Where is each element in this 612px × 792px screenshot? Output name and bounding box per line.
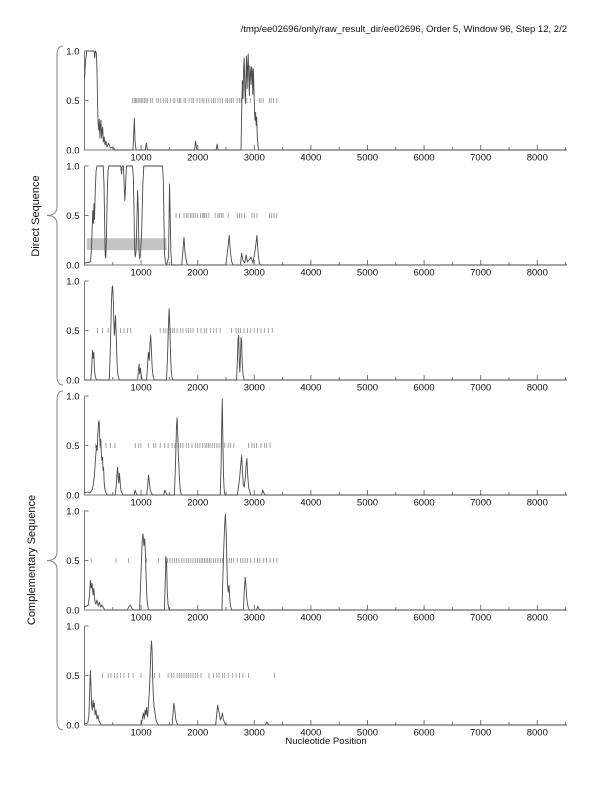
y-tick-label: 0.0 — [66, 490, 80, 502]
complementary-sequence-brace — [47, 391, 63, 730]
x-tick-label: 7000 — [470, 152, 492, 164]
x-tick-label: 2000 — [187, 267, 209, 279]
y-tick-label: 0.0 — [66, 375, 80, 387]
x-tick-label: 3000 — [243, 727, 265, 739]
x-tick-label: 6000 — [413, 497, 435, 509]
y-tick-label: 1.0 — [66, 391, 80, 403]
x-tick-label: 5000 — [356, 497, 379, 509]
x-tick-label: 4000 — [300, 727, 322, 739]
y-tick-label: 0.5 — [66, 556, 80, 567]
x-tick-label: 8000 — [526, 382, 548, 394]
x-tick-label: 2000 — [187, 152, 209, 164]
panel-axes — [85, 281, 567, 380]
x-tick-label: 1000 — [130, 382, 152, 394]
x-tick-label: 8000 — [526, 497, 548, 509]
panel-axes — [85, 626, 567, 725]
direct-sequence-brace — [47, 46, 63, 385]
panel-direct-frame-2 — [66, 162, 566, 279]
x-tick-label: 8000 — [526, 727, 548, 739]
x-tick-label: 3000 — [243, 267, 265, 279]
x-tick-label: 5000 — [356, 727, 379, 739]
y-tick-label: 1.0 — [66, 276, 80, 288]
panel-axes — [85, 511, 567, 610]
x-tick-label: 4000 — [300, 612, 322, 624]
y-tick-label: 0.5 — [66, 671, 80, 682]
panel-axes — [85, 396, 567, 495]
x-tick-label: 4000 — [300, 382, 322, 394]
x-tick-label: 3000 — [243, 152, 265, 164]
direct-sequence-label: Direct Sequence — [30, 175, 42, 257]
panel-complementary-frame-3 — [66, 622, 566, 739]
panel-direct-frame-3 — [66, 277, 566, 394]
y-tick-label: 1.0 — [66, 621, 80, 633]
y-tick-label: 0.5 — [66, 326, 80, 337]
x-tick-label: 2000 — [187, 382, 209, 394]
y-tick-label: 1.0 — [66, 46, 80, 58]
y-tick-label: 0.0 — [66, 720, 80, 732]
x-tick-label: 1000 — [130, 497, 152, 509]
y-tick-label: 0.0 — [66, 260, 80, 272]
x-tick-label: 7000 — [470, 727, 492, 739]
x-tick-label: 1000 — [130, 267, 152, 279]
x-tick-label: 7000 — [470, 267, 492, 279]
x-tick-label: 5000 — [356, 267, 379, 279]
x-tick-label: 6000 — [413, 152, 435, 164]
x-tick-label: 2000 — [187, 727, 209, 739]
x-tick-label: 8000 — [526, 612, 548, 624]
x-tick-label: 5000 — [356, 382, 379, 394]
x-tick-label: 6000 — [413, 267, 435, 279]
x-tick-label: 1000 — [130, 612, 152, 624]
panel-complementary-frame-2 — [66, 507, 566, 624]
x-tick-label: 2000 — [187, 497, 209, 509]
coding-potential-curve — [85, 641, 567, 725]
x-tick-label: 8000 — [526, 152, 548, 164]
y-tick-label: 0.5 — [66, 96, 80, 107]
y-tick-label: 1.0 — [66, 161, 80, 173]
x-tick-label: 2000 — [187, 612, 209, 624]
x-tick-label: 6000 — [413, 612, 435, 624]
x-tick-label: 1000 — [130, 152, 152, 164]
x-tick-label: 3000 — [243, 497, 265, 509]
coding-potential-curve — [85, 286, 567, 380]
y-tick-label: 0.5 — [66, 211, 80, 222]
x-tick-label: 4000 — [300, 497, 322, 509]
y-tick-label: 0.0 — [66, 605, 80, 617]
x-tick-label: 3000 — [243, 612, 265, 624]
x-tick-label: 6000 — [413, 382, 435, 394]
x-tick-label: 4000 — [300, 267, 322, 279]
x-axis-title: Nucleotide Position — [285, 736, 367, 747]
coding-potential-curve — [85, 399, 567, 495]
x-tick-label: 7000 — [470, 612, 492, 624]
coding-potential-curve — [85, 514, 567, 610]
plot-title: /tmp/ee02696/only/raw_result_dir/ee02696, Order 5, Window 96, Step 12, 2/2 — [240, 24, 567, 35]
y-tick-label: 0.0 — [66, 145, 80, 157]
x-tick-label: 6000 — [413, 727, 435, 739]
x-tick-label: 3000 — [243, 382, 265, 394]
complementary-sequence-label: Complementary Sequence — [26, 494, 38, 626]
y-tick-label: 0.5 — [66, 441, 80, 452]
x-tick-label: 7000 — [470, 497, 492, 509]
x-tick-label: 8000 — [526, 267, 548, 279]
panel-complementary-frame-1 — [66, 392, 566, 509]
x-tick-label: 7000 — [470, 382, 492, 394]
x-tick-label: 1000 — [130, 727, 152, 739]
y-tick-label: 1.0 — [66, 506, 80, 518]
panel-direct-frame-1 — [66, 47, 566, 164]
x-tick-label: 5000 — [356, 612, 379, 624]
gene-region-highlight — [87, 238, 167, 250]
x-tick-label: 4000 — [300, 152, 322, 164]
x-tick-label: 5000 — [356, 152, 379, 164]
